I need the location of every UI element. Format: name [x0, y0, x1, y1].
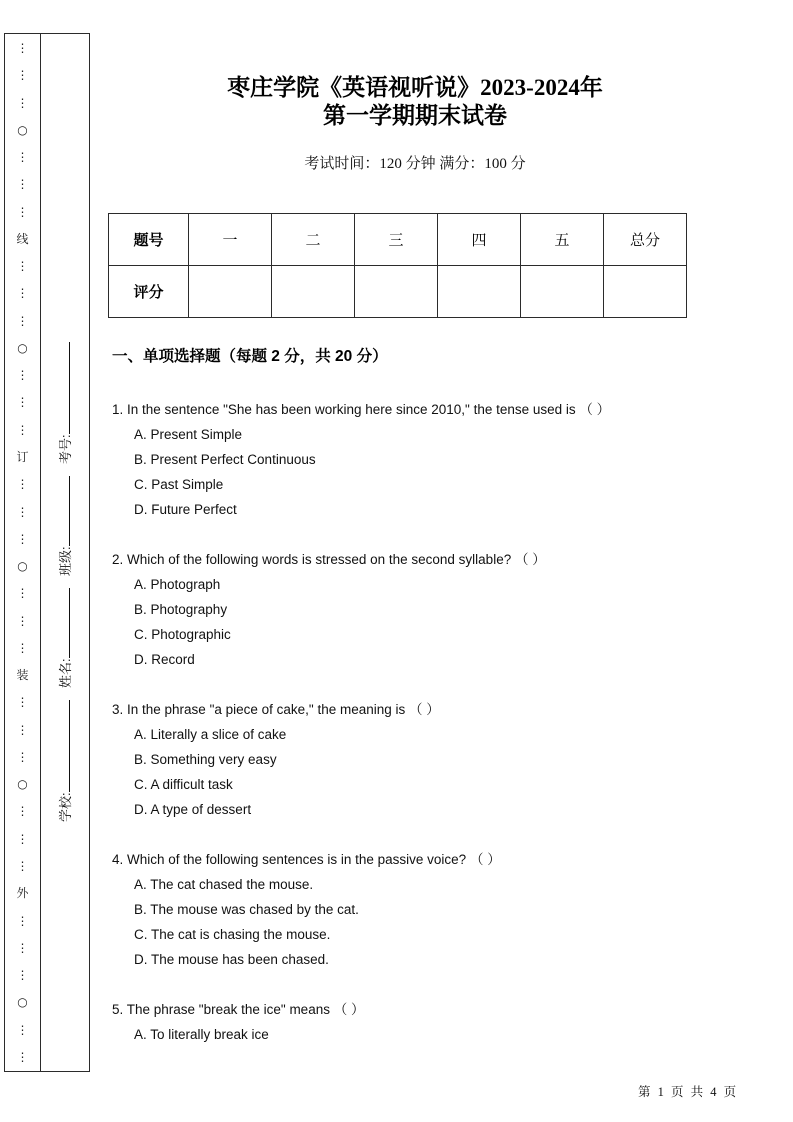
- question-2-stem: 2. Which of the following words is stressed on the second syllable? （ ）: [112, 552, 546, 567]
- question-3-option-b: B. Something very easy: [134, 752, 277, 767]
- binding-line-glyph: 装: [16, 668, 29, 683]
- column-header-4: 四: [438, 214, 521, 266]
- binding-line-glyph: ○: [17, 340, 28, 355]
- question-4-stem: 4. Which of the following sentences is in the passive voice? （ ）: [112, 852, 501, 867]
- question-3-option-a: A. Literally a slice of cake: [134, 727, 287, 742]
- binding-line-glyph: ⋮: [16, 640, 29, 655]
- binding-line-glyph: ○: [17, 995, 28, 1010]
- binding-line-glyph: 订: [16, 449, 29, 464]
- question-3-option-c: C. A difficult task: [134, 777, 233, 792]
- field-name: [55, 588, 74, 688]
- page-number-indicator: 第 1 页 共 4 页: [638, 1085, 739, 1099]
- question-2-option-b: B. Photography: [134, 602, 228, 617]
- column-header-total: 总分: [604, 214, 687, 266]
- column-header-3: 三: [355, 214, 438, 266]
- question-1-option-b: B. Present Perfect Continuous: [134, 452, 316, 467]
- score-cell-3: [355, 266, 438, 318]
- question-1: [112, 397, 752, 522]
- binding-line-glyph: ⋮: [16, 395, 29, 410]
- question-4-option-d: D. The mouse has been chased.: [134, 952, 329, 967]
- binding-line-glyph: ⋮: [16, 940, 29, 955]
- score-cell-1: [189, 266, 272, 318]
- binding-line-glyph: 线: [16, 231, 29, 246]
- question-4-option-b: B. The mouse was chased by the cat.: [134, 902, 359, 917]
- score-table-score-row: [109, 266, 687, 318]
- binding-line-glyph: ⋮: [16, 204, 29, 219]
- question-1-stem: 1. In the sentence "She has been working here since 2010," the tense used is （ ）: [112, 402, 611, 417]
- binding-line-glyph: ⋮: [16, 477, 29, 492]
- binding-line-glyph: ⋮: [16, 695, 29, 710]
- question-2-option-a: A. Photograph: [134, 577, 221, 592]
- binding-line-glyph: ⋮: [16, 286, 29, 301]
- score-table: [108, 213, 687, 318]
- binding-line-glyph: ○: [17, 559, 28, 574]
- question-2-option-c: C. Photographic: [134, 627, 231, 642]
- name-label: 姓名:: [58, 658, 73, 688]
- exam-number-blank-line: [57, 342, 70, 434]
- binding-strip: [4, 33, 90, 1072]
- question-1-option-a: A. Present Simple: [134, 427, 243, 442]
- question-3: [112, 697, 752, 822]
- question-4-option-a: A. The cat chased the mouse.: [134, 877, 314, 892]
- question-3-stem: 3. In the phrase "a piece of cake," the meaning is （ ）: [112, 702, 440, 717]
- binding-line-glyph: ⋮: [16, 313, 29, 328]
- school-blank-line: [57, 700, 70, 792]
- question-4: [112, 847, 752, 972]
- binding-line-glyph: ⋮: [16, 504, 29, 519]
- binding-line-glyph: ⋮: [16, 177, 29, 192]
- binding-line-glyph: ⋮: [16, 1022, 29, 1037]
- score-row-header: 评分: [109, 266, 189, 318]
- binding-line-glyph: ○: [17, 777, 28, 792]
- question-3-option-d: D. A type of dessert: [134, 802, 252, 817]
- exam-number-label: 考号:: [58, 434, 73, 464]
- question-2: [112, 547, 752, 672]
- class-label: 班级:: [58, 546, 73, 576]
- exam-title-line2: 第一学期期末试卷: [323, 103, 507, 128]
- class-blank-line: [57, 476, 70, 546]
- exam-title-line1: 枣庄学院《英语视听说》2023-2024年: [227, 75, 603, 100]
- binding-line-glyph: ⋮: [16, 586, 29, 601]
- score-cell-5: [521, 266, 604, 318]
- name-blank-line: [57, 588, 70, 658]
- binding-line-glyph: ⋮: [16, 531, 29, 546]
- exam-header: [40, 74, 790, 173]
- binding-line-glyph: ⋮: [16, 259, 29, 274]
- binding-line-glyph: ⋮: [16, 831, 29, 846]
- score-cell-4: [438, 266, 521, 318]
- column-header-2: 二: [272, 214, 355, 266]
- question-5-stem: 5. The phrase "break the ice" means （ ）: [112, 1002, 365, 1017]
- binding-line-glyph: ⋮: [16, 68, 29, 83]
- score-cell-total: [604, 266, 687, 318]
- field-exam-number: [55, 342, 74, 464]
- binding-line-glyph: ⋮: [16, 722, 29, 737]
- binding-line-glyph: ⋮: [16, 804, 29, 819]
- binding-line-glyph: ⋮: [16, 368, 29, 383]
- student-info-fields: [41, 34, 88, 1070]
- binding-line-glyph: ⋮: [16, 858, 29, 873]
- question-number-header: 题号: [109, 214, 189, 266]
- binding-line-dashes: [5, 34, 40, 1071]
- binding-line-glyph: ⋮: [16, 968, 29, 983]
- binding-line-glyph: ○: [17, 122, 28, 137]
- question-2-option-d: D. Record: [134, 652, 195, 667]
- field-class: [55, 476, 74, 576]
- score-table-header-row: [109, 214, 687, 266]
- binding-line-glyph: ⋮: [16, 749, 29, 764]
- binding-line-glyph: ⋮: [16, 913, 29, 928]
- binding-line-glyph: ⋮: [16, 422, 29, 437]
- question-5-option-a: A. To literally break ice: [134, 1027, 269, 1042]
- question-1-option-c: C. Past Simple: [134, 477, 224, 492]
- school-label: 学校:: [58, 792, 73, 822]
- score-cell-2: [272, 266, 355, 318]
- exam-info: 考试时间：120 分钟 满分：100 分: [304, 156, 526, 172]
- field-school: [55, 700, 74, 822]
- paper-body: [112, 344, 752, 1072]
- binding-line-glyph: ⋮: [16, 41, 29, 55]
- column-header-5: 五: [521, 214, 604, 266]
- binding-line-glyph: ⋮: [16, 613, 29, 628]
- column-header-1: 一: [189, 214, 272, 266]
- question-5: [112, 997, 752, 1047]
- binding-line-glyph: ⋮: [16, 95, 29, 110]
- question-1-option-d: D. Future Perfect: [134, 502, 237, 517]
- binding-line-glyph: ⋮: [16, 150, 29, 165]
- binding-line-glyph: 外: [16, 886, 29, 901]
- section-heading: 一、单项选择题（每题 2 分，共 20 分）: [112, 348, 388, 365]
- question-4-option-c: C. The cat is chasing the mouse.: [134, 927, 331, 942]
- binding-line-glyph: ⋮: [16, 1049, 29, 1064]
